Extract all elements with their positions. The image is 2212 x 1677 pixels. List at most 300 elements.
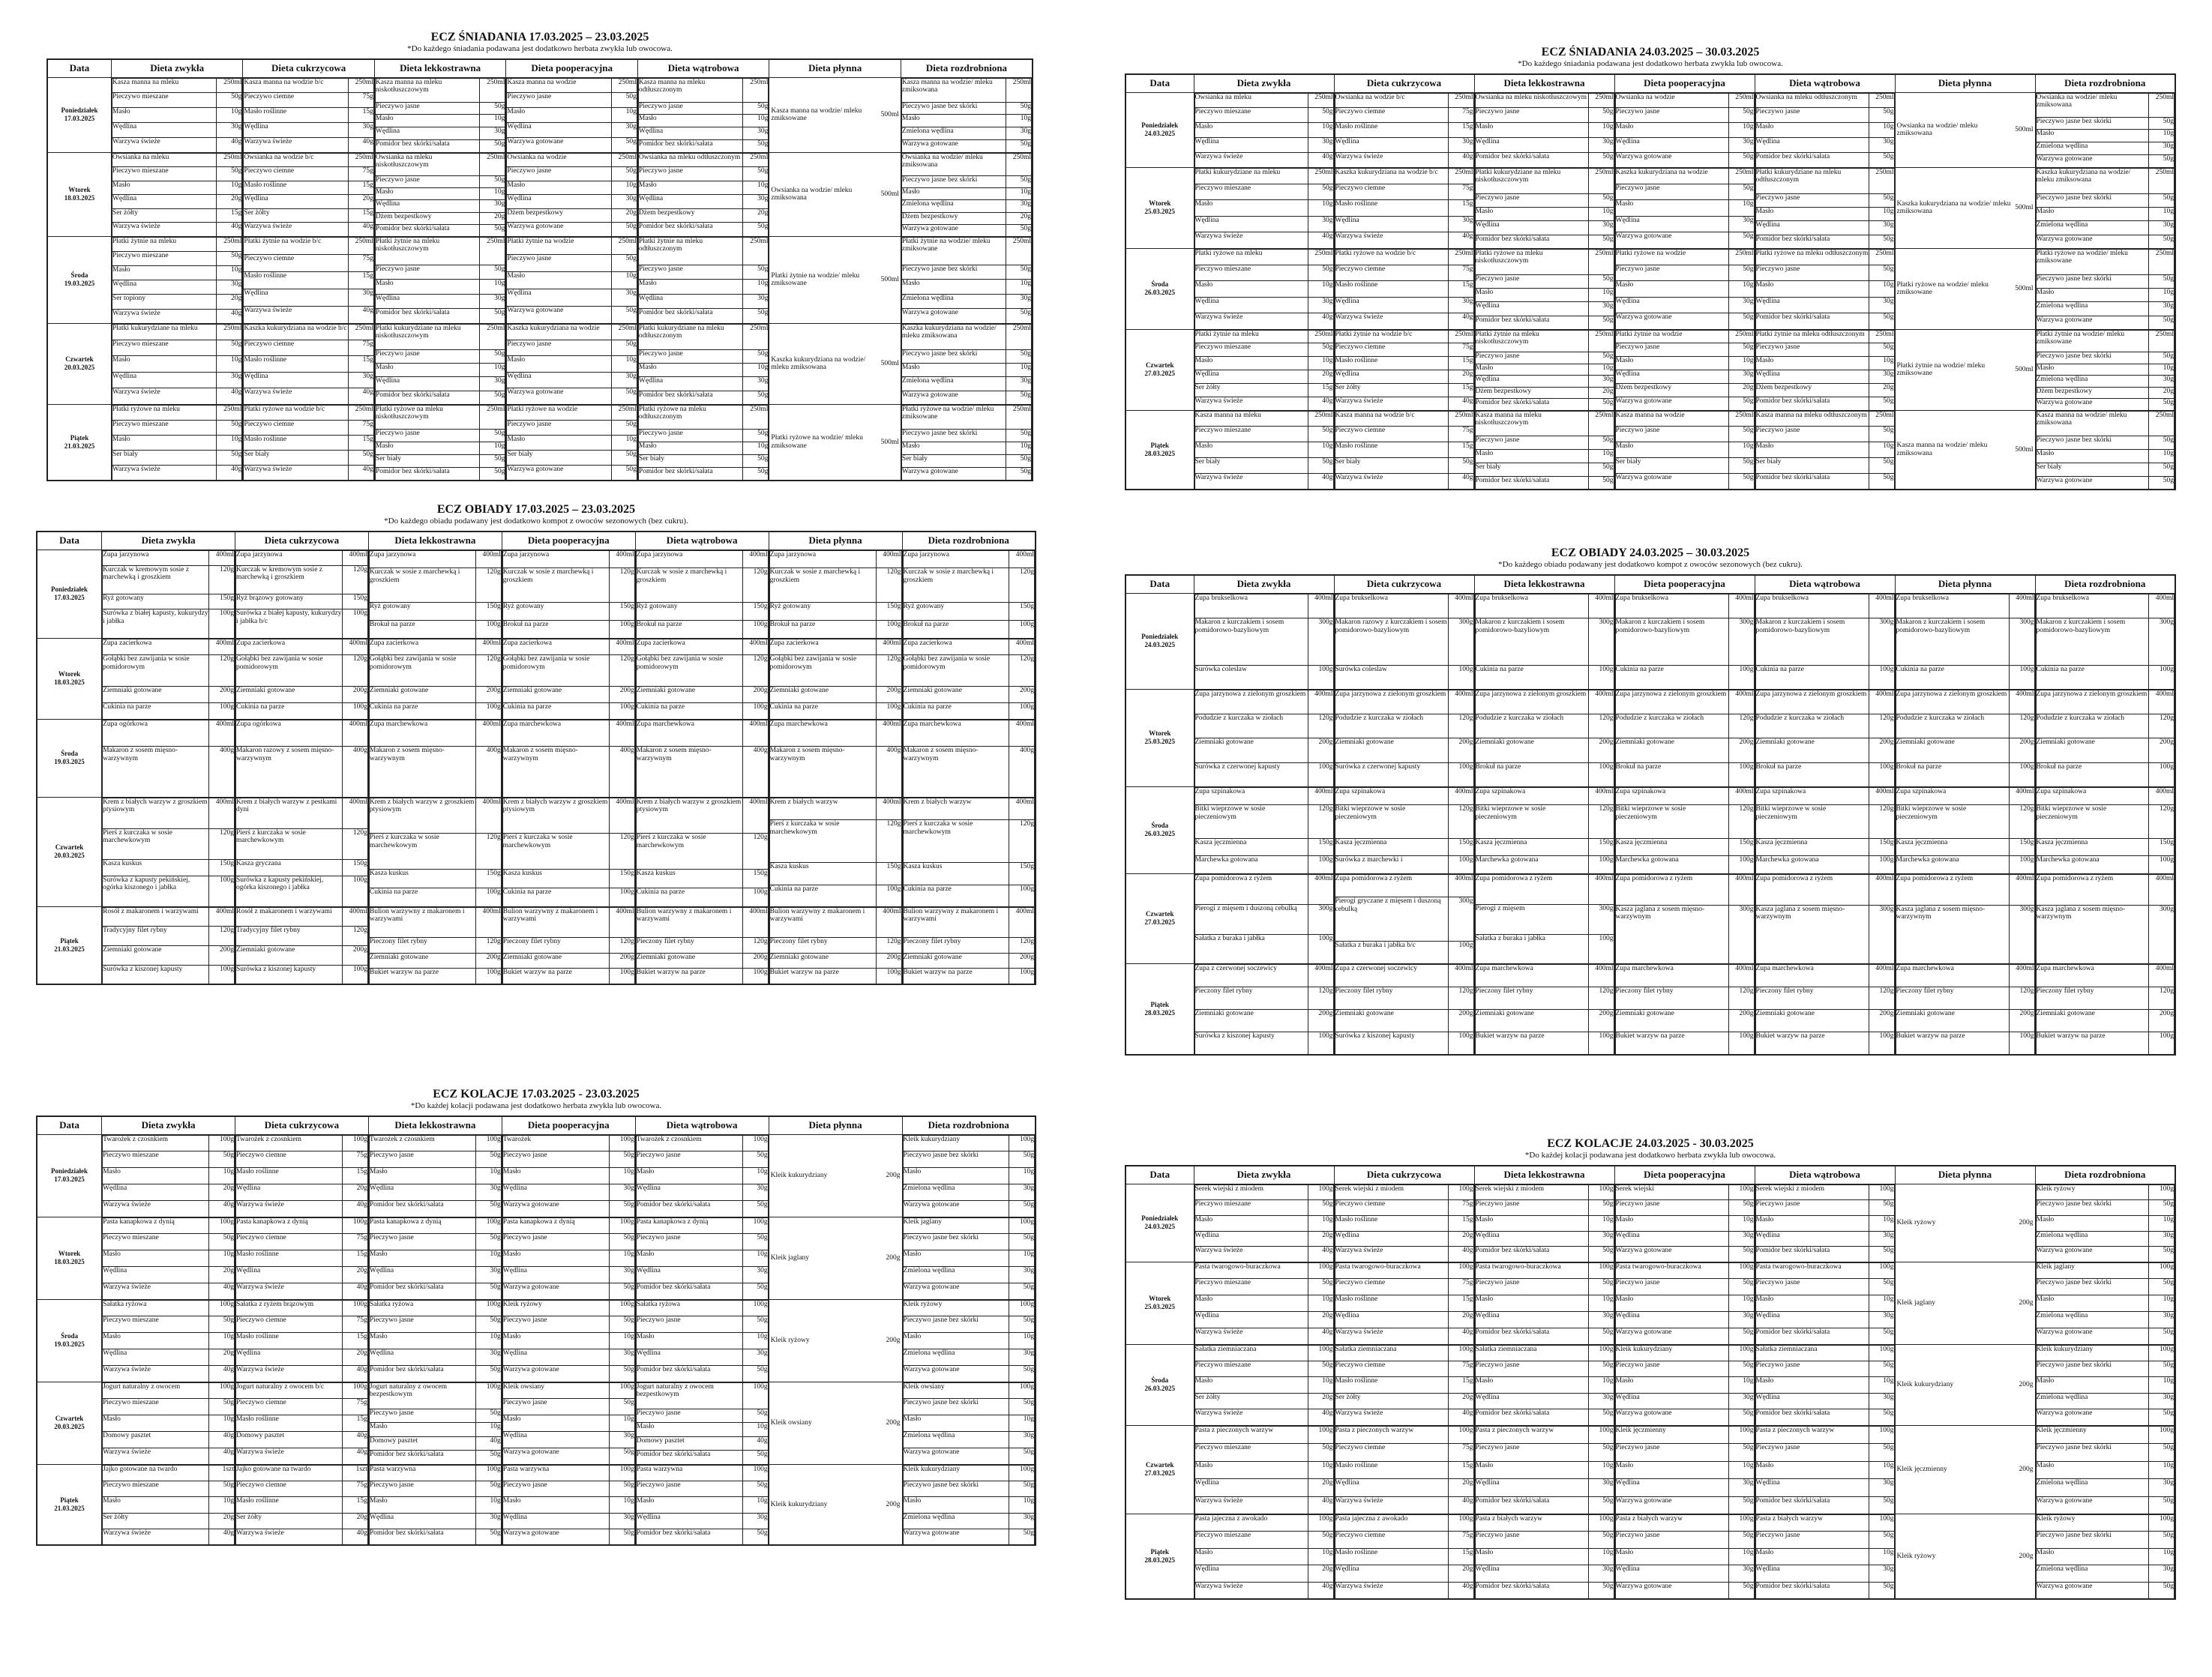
item-name: Płatki kukurydziane na mleku odtłuszczonym	[638, 324, 743, 350]
menu-item	[244, 372, 374, 388]
item-qty: 150g	[1869, 838, 1894, 856]
item-qty: 400ml	[1448, 690, 1473, 714]
item-qty: 100g	[475, 621, 501, 638]
item-qty: 10g	[611, 435, 637, 450]
day-row	[1125, 167, 2175, 248]
menu-item	[103, 1283, 235, 1299]
menu-item	[244, 289, 374, 306]
menu-item	[1615, 787, 1754, 805]
menu-item	[636, 1423, 768, 1436]
item-qty: 400ml	[2009, 874, 2034, 905]
day-row	[47, 236, 1033, 323]
item-qty: 50g	[475, 1316, 501, 1333]
item-qty: 50g	[2149, 1328, 2175, 1344]
item-qty: 150g	[876, 862, 901, 885]
item-qty: 400ml	[876, 798, 901, 820]
item-qty: 250ml	[611, 237, 637, 254]
menu-item	[235, 927, 367, 946]
menu-item	[235, 907, 367, 927]
menu-item	[1615, 714, 1754, 738]
menu-item	[2036, 1479, 2175, 1497]
menu-item	[112, 153, 242, 167]
item-qty: 50g	[480, 455, 505, 468]
day-cell	[1125, 1344, 1194, 1425]
item-name: Pieczywo mieszane	[1194, 343, 1308, 357]
item-list	[903, 550, 1035, 638]
item-qty: 100g	[208, 1135, 234, 1151]
item-name: Kasza jęczmienna	[1335, 838, 1448, 856]
menu-item	[112, 405, 242, 420]
item-qty: 40g	[1448, 313, 1473, 329]
menu-item	[1335, 594, 1473, 618]
diet-cell	[769, 323, 901, 404]
item-name: Pasta z pieczonych warzyw	[1194, 1426, 1308, 1444]
item-name: Wędlina	[1475, 1479, 1588, 1497]
item-name: Pasta kanapkowa z dynią	[636, 1217, 742, 1234]
item-name: Pasta z białych warzyw	[1755, 1514, 1869, 1532]
item-qty: 150g	[342, 594, 367, 609]
menu-item	[112, 123, 242, 138]
menu-item	[636, 655, 768, 687]
day-date: 17.03.2025	[54, 1175, 85, 1183]
item-name: Ziemniaki gotowane	[1755, 1010, 1869, 1032]
diet-cell	[1614, 873, 1755, 963]
item-name: Owsianka na wodzie	[1615, 93, 1728, 108]
item-qty: 50g	[1869, 397, 1894, 409]
diet-cell	[635, 1217, 769, 1299]
menu-item	[103, 1267, 235, 1283]
item-name: Pieczywo jasne	[638, 265, 743, 280]
item-qty: 50g	[1728, 1496, 1754, 1514]
item-name: Ziemniaki gotowane	[1335, 1010, 1448, 1032]
item-name: Kasza manna na wodzie	[507, 78, 612, 93]
item-name: Zupa jarzynowa z zielonym groszkiem	[1194, 690, 1308, 714]
menu-item	[1755, 1231, 1894, 1247]
menu-item	[103, 1151, 235, 1168]
item-name: Pieczywo jasne	[1475, 275, 1588, 289]
menu-item	[244, 78, 374, 93]
menu-item	[1335, 370, 1473, 384]
menu-item	[1475, 108, 1614, 123]
item-qty: 50g	[2149, 316, 2175, 328]
item-qty: 250ml	[1006, 405, 1032, 430]
item-name: Kleik ryżowy	[1896, 1218, 1936, 1226]
menu-item	[375, 78, 505, 102]
item-qty: 50g	[1009, 1529, 1035, 1545]
item-name: Płatki ryżowe na mleku niskotłuszczowym	[375, 405, 480, 430]
item-name: Pasta z pieczonych warzyw	[1475, 1426, 1588, 1444]
item-qty: 400ml	[475, 720, 501, 747]
item-name: Warzywa świeże	[235, 1448, 342, 1464]
menu-item	[375, 405, 505, 430]
day-row	[1125, 873, 2175, 963]
menu-item	[1475, 399, 1614, 410]
menu-item	[507, 137, 637, 151]
item-qty: 50g	[1728, 1409, 1754, 1425]
day-date: 25.03.2025	[1144, 1303, 1175, 1310]
menu-item	[1194, 370, 1333, 384]
menu-item	[1194, 987, 1333, 1009]
item-name: Wędlina	[502, 1513, 609, 1529]
item-qty: 150g	[1009, 862, 1035, 885]
diet-cell	[1474, 1514, 1614, 1599]
diet-cell	[635, 1464, 769, 1545]
diet-cell	[111, 77, 243, 152]
item-name: Pieczywo jasne	[1615, 1200, 1728, 1216]
item-qty: 50g	[2149, 154, 2175, 166]
menu-item	[369, 703, 501, 719]
item-name: Pieczywo jasne	[1615, 343, 1728, 357]
block-title: ECZ ŚNIADANIA 17.03.2025 – 23.03.2025	[430, 31, 649, 43]
item-qty: 50g	[1728, 184, 1754, 199]
item-name: Masło roślinne	[235, 1250, 342, 1267]
item-list	[1194, 1262, 1334, 1344]
header-diet: Dieta wątrobowa	[1755, 74, 1895, 92]
diet-cell	[1755, 593, 1895, 689]
menu-item	[1194, 397, 1333, 409]
menu-item	[1475, 1295, 1614, 1312]
item-name: Wędlina	[638, 195, 743, 209]
menu-item	[1615, 138, 1754, 153]
item-qty: 250ml	[217, 78, 242, 93]
item-name: Pieczywo jasne	[369, 1151, 475, 1168]
item-list	[375, 324, 506, 404]
item-qty: 250ml	[611, 324, 637, 340]
item-qty: 250ml	[1006, 237, 1032, 265]
menu-item	[769, 885, 901, 906]
item-qty: 150g	[742, 870, 768, 888]
menu-item	[1335, 297, 1473, 313]
item-name: Zupa marchewkowa	[903, 720, 1009, 747]
header-diet: Dieta lekkostrawna	[374, 59, 506, 77]
item-name: Masło	[1475, 289, 1588, 302]
item-name: Ziemniaki gotowane	[1335, 738, 1448, 762]
item-name: Warzywa gotowane	[502, 1283, 609, 1299]
item-name: Makaron z kurczakiem i sosem pomidorowo-bazyliowym	[1615, 618, 1728, 666]
item-qty: 30g	[1308, 216, 1333, 232]
menu-item	[1755, 787, 1894, 805]
item-qty: 50g	[217, 340, 242, 355]
menu-item	[103, 1250, 235, 1267]
item-name: Pasta z pieczonych warzyw	[1335, 1426, 1448, 1444]
item-qty: 300g	[1728, 618, 1754, 666]
item-qty: 300g	[2149, 618, 2175, 666]
menu-item	[507, 420, 637, 435]
item-name: Pierogi z mięsem	[1475, 904, 1588, 934]
item-qty: 100g	[475, 1382, 501, 1409]
item-qty: 20g	[208, 1184, 234, 1201]
menu-item	[2036, 221, 2175, 235]
menu-item	[244, 167, 374, 181]
menu-item	[1755, 1532, 1894, 1549]
item-qty: 300g	[1308, 618, 1333, 666]
item-name: Pieczywo ciemne	[1335, 184, 1448, 199]
diet-cell	[2035, 1262, 2175, 1344]
item-list	[1755, 964, 1895, 1055]
menu-item	[903, 1382, 1034, 1399]
menu-item	[369, 1201, 501, 1217]
menu-item	[235, 1497, 367, 1513]
item-name: Wędlina	[1194, 297, 1308, 313]
item-qty: 30g	[2149, 1393, 2175, 1409]
item-qty: 50g	[480, 468, 505, 480]
item-qty: 50g	[1308, 1361, 1333, 1376]
item-qty: 400ml	[1448, 874, 1473, 897]
menu-item	[636, 1349, 768, 1366]
menu-item	[1615, 168, 1754, 184]
item-qty: 250ml	[743, 324, 769, 350]
item-qty: 10g	[1728, 1215, 1754, 1231]
item-name: Wędlina	[1335, 370, 1448, 384]
item-qty: 400ml	[2149, 594, 2175, 618]
item-name: Bukiet warzyw na parze	[369, 969, 475, 984]
diet-cell	[111, 236, 243, 323]
menu-item	[903, 1349, 1034, 1366]
item-name: Ziemniaki gotowane	[1896, 1010, 2009, 1032]
menu-item	[112, 420, 242, 435]
item-qty: 500ml	[2015, 203, 2034, 211]
item-qty: 50g	[742, 1366, 768, 1382]
item-list	[2036, 93, 2175, 167]
menu-item	[369, 1366, 501, 1382]
item-qty: 30g	[1728, 216, 1754, 232]
item-name: Pasta kanapkowa z dynią	[369, 1217, 475, 1234]
item-name: Pieczywo jasne	[1755, 194, 1869, 208]
menu-item	[1194, 1565, 1333, 1583]
item-name: Ziemniaki gotowane	[369, 953, 475, 969]
menu-item	[636, 1267, 768, 1283]
diet-cell	[2035, 873, 2175, 963]
diet-cell	[111, 152, 243, 236]
item-qty: 120g	[1588, 714, 1614, 738]
item-list	[2036, 594, 2175, 689]
item-qty: 20g	[342, 1513, 367, 1529]
item-qty: 10g	[1728, 1548, 1754, 1565]
menu-item	[1475, 387, 1614, 399]
diet-cell	[2035, 248, 2175, 329]
item-list	[1335, 411, 1474, 490]
item-list	[901, 153, 1032, 236]
diet-cell	[1334, 329, 1474, 410]
day-cell	[37, 638, 102, 719]
item-name: Pomidor bez skórki/sałata	[375, 309, 480, 323]
menu-item	[369, 720, 501, 747]
item-name: Kleik jęczmienny	[2036, 1426, 2149, 1444]
item-qty: 30g	[743, 294, 769, 309]
item-name: Pieczywo mieszane	[1194, 108, 1308, 123]
item-qty: 50g	[1009, 1481, 1035, 1496]
item-name: Zmielona wędlina	[903, 1349, 1009, 1366]
item-qty: 400ml	[1308, 874, 1333, 904]
item-name: Pieczywo jasne	[1755, 1532, 1869, 1549]
item-qty: 100g	[1448, 1514, 1473, 1532]
menu-item	[636, 1333, 768, 1349]
item-qty: 50g	[1869, 194, 1894, 208]
item-qty: 100g	[1588, 1032, 1614, 1054]
menu-item	[103, 798, 235, 828]
day-date: 26.03.2025	[1144, 1385, 1175, 1392]
menu-item	[1194, 964, 1333, 987]
item-name: Masło roślinne	[235, 1497, 342, 1513]
item-name: Kleik jęczmienny	[1896, 1465, 1947, 1473]
diet-cell	[102, 638, 235, 719]
menu-item	[636, 870, 768, 888]
menu-item	[1475, 1377, 1614, 1393]
item-name: Pieczywo jasne	[1615, 1279, 1728, 1295]
menu-item	[502, 937, 634, 953]
item-name: Zupa pomidorowa z ryżem	[1755, 874, 1869, 905]
item-name: Zupa jarzynowa z zielonym groszkiem	[1335, 690, 1448, 714]
item-list	[2036, 168, 2175, 248]
item-qty: 40g	[208, 1283, 234, 1299]
menu-item	[369, 1316, 501, 1333]
item-name: Pomidor bez skórki/sałata	[1475, 399, 1588, 410]
diet-cell	[1614, 1262, 1755, 1344]
header-diet: Dieta pooperacyjna	[502, 1116, 635, 1134]
item-qty: 30g	[742, 1513, 768, 1529]
item-qty: 100g	[475, 969, 501, 984]
menu-item	[1615, 618, 1754, 666]
item-qty: 250ml	[743, 237, 769, 265]
item-qty: 150g	[609, 870, 634, 888]
item-list	[102, 550, 235, 638]
item-qty: 400ml	[1728, 690, 1754, 714]
item-name: Wędlina	[1194, 216, 1308, 232]
item-name: Owsianka na wodzie/ mleku zmiksowana	[771, 186, 853, 202]
item-name: Pieczywo ciemne	[1335, 1279, 1448, 1295]
menu-item	[1896, 690, 2034, 714]
diet-cell	[1474, 92, 1614, 167]
header-diet: Dieta cukrzycowa	[1334, 74, 1474, 92]
item-name: Pieczywo jasne	[369, 1316, 475, 1333]
menu-item	[901, 405, 1031, 430]
menu-item	[1194, 904, 1333, 934]
item-qty: 200g	[1869, 738, 1894, 762]
item-name: Pieczywo jasne	[1615, 427, 1728, 442]
item-name: Masło	[1194, 357, 1308, 370]
item-qty: 30g	[1869, 297, 1894, 313]
diet-cell	[1614, 1344, 1755, 1425]
menu-item	[502, 834, 634, 870]
item-name: Wędlina	[1755, 1565, 1869, 1583]
item-name: Płatki ryżowe na wodzie/ mleku zmiksowane	[771, 434, 863, 450]
item-name: Pierś z kurczaka w sosie marchewkowym	[903, 820, 1009, 863]
item-qty: 50g	[1588, 1200, 1614, 1216]
header-diet: Dieta płynna	[769, 59, 901, 77]
item-list	[1335, 93, 1474, 167]
menu-item	[1475, 1393, 1614, 1409]
menu-item	[1755, 370, 1894, 384]
menu-item	[1475, 411, 1614, 436]
item-qty: 50g	[1009, 1316, 1035, 1333]
item-list	[1335, 787, 1474, 873]
item-name: Zmielona wędlina	[903, 1267, 1009, 1283]
menu-item	[1335, 1444, 1473, 1462]
item-name: Masło	[1475, 364, 1588, 376]
item-list	[235, 798, 368, 906]
day-cell	[1125, 92, 1194, 167]
item-qty: 30g	[1869, 1479, 1894, 1497]
menu-item	[507, 435, 637, 450]
item-list	[235, 907, 368, 984]
day-cell	[37, 550, 102, 638]
item-name: Kurczak w sosie z marchewką i groszkiem	[502, 568, 609, 603]
diet-cell	[1614, 329, 1755, 410]
menu-item	[1475, 1328, 1614, 1344]
item-name: Masło	[1194, 1377, 1308, 1393]
item-qty: 10g	[742, 1497, 768, 1513]
menu-item	[244, 388, 374, 404]
item-list	[1755, 1345, 1895, 1425]
item-qty: 50g	[1588, 463, 1614, 476]
menu-item	[901, 237, 1031, 265]
day-row	[37, 1464, 1036, 1545]
item-qty: 50g	[1869, 1444, 1894, 1462]
item-list	[243, 237, 374, 323]
menu-item	[1755, 1377, 1894, 1393]
item-name: Masło roślinne	[1335, 357, 1448, 370]
item-qty: 10g	[1009, 1415, 1035, 1432]
item-qty: 400g	[342, 747, 367, 797]
menu-item	[103, 747, 235, 797]
item-qty: 300g	[1308, 904, 1333, 934]
menu-item	[1615, 384, 1754, 397]
item-qty: 50g	[1009, 1283, 1035, 1299]
item-name: Masło	[1755, 1215, 1869, 1231]
item-name: Warzywa świeże	[1194, 1328, 1308, 1344]
menu-item	[901, 78, 1031, 102]
item-name: Wędlina	[1755, 1231, 1869, 1247]
diet-cell	[2035, 410, 2175, 490]
diet-cell	[2035, 1344, 2175, 1425]
item-name: Jogurt naturalny z owocem bezpestkowym	[369, 1382, 475, 1409]
diet-cell	[1895, 248, 2035, 329]
item-qty: 10g	[1588, 208, 1614, 221]
menu-item	[244, 405, 374, 420]
item-name: Kasza jęczmienna	[1475, 838, 1588, 856]
item-list	[1896, 594, 2035, 689]
menu-item	[1755, 1295, 1894, 1312]
day-name: Piątek	[1150, 1000, 1169, 1008]
item-name: Masło roślinne	[1335, 123, 1448, 138]
item-qty: 50g	[208, 1316, 234, 1333]
item-name: Pierś z kurczaka w sosie marchewkowym	[636, 834, 742, 870]
menu-item	[901, 455, 1031, 468]
item-qty: 30g	[480, 200, 505, 212]
menu-item	[1335, 1312, 1473, 1328]
menu-item	[502, 1465, 634, 1481]
menu-item	[369, 1300, 501, 1316]
item-qty: 400ml	[1308, 594, 1333, 618]
menu-item	[1335, 1426, 1473, 1444]
diet-cell	[1895, 167, 2035, 248]
item-name: Owsianka na mleku	[112, 153, 217, 167]
item-qty: 10g	[480, 115, 505, 127]
item-list	[369, 798, 502, 906]
item-qty: 30g	[1588, 1231, 1614, 1247]
item-list	[243, 405, 374, 481]
item-qty: 400ml	[1869, 874, 1894, 905]
menu-item	[903, 1168, 1034, 1184]
item-qty: 120g	[342, 565, 367, 594]
menu-item	[1194, 1231, 1333, 1247]
item-name: Warzywa gotowane	[901, 224, 1006, 235]
menu-item	[507, 451, 637, 466]
menu-item	[1615, 123, 1754, 138]
item-name: Bukiet warzyw na parze	[903, 969, 1009, 984]
diet-cell	[102, 550, 235, 638]
item-name: Kleik ryżowy	[1896, 1552, 1936, 1560]
